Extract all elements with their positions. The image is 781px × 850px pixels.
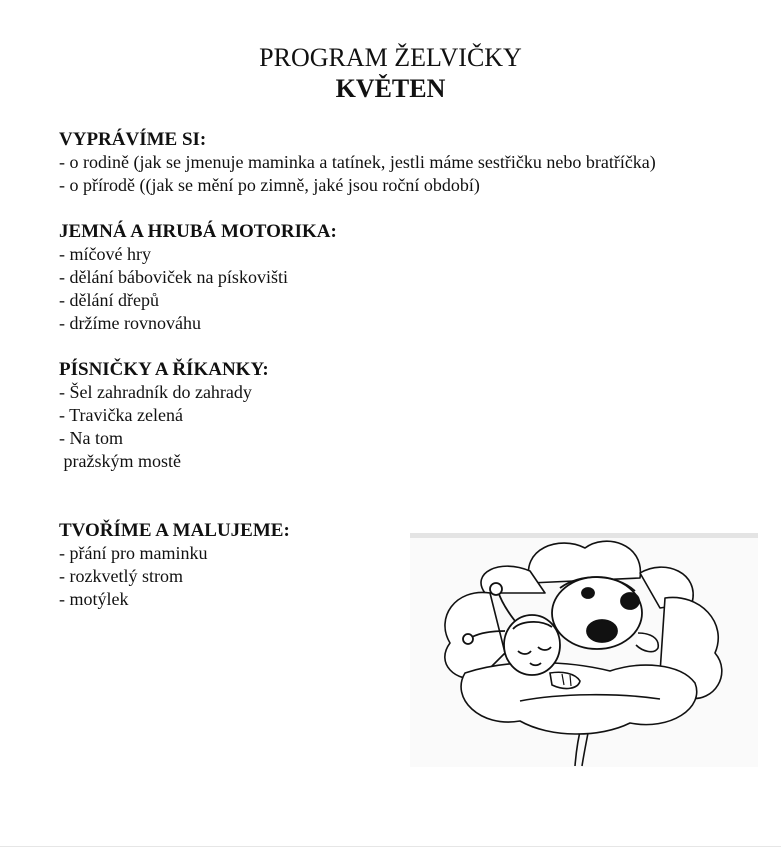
ladybug-sleeping-on-flower-icon	[410, 533, 758, 767]
list-item: - o přírodě ((jak se mění po zimně, jaké jsou roční období)	[59, 175, 480, 195]
section-heading: PÍSNIČKY A ŘÍKANKY:	[59, 359, 269, 380]
list-item: - dělání dřepů	[59, 290, 159, 310]
list-item: - Na tom	[59, 428, 123, 448]
list-item: - Šel zahradník do zahrady	[59, 382, 252, 402]
section-heading: VYPRÁVÍME SI:	[59, 129, 207, 150]
list-item: - držíme rovnováhu	[59, 313, 201, 333]
page-subtitle-month: KVĚTEN	[335, 74, 446, 103]
list-item: - Travička zelená	[59, 405, 183, 425]
list-item: pražským mostě	[59, 451, 181, 471]
list-item: - rozkvetlý strom	[59, 566, 183, 586]
page-bottom-divider	[0, 846, 781, 847]
list-item: - o rodině (jak se jmenuje maminka a tatínek, jestli máme sestřičku nebo bratříčka)	[59, 152, 656, 172]
section-heading: JEMNÁ A HRUBÁ MOTORIKA:	[59, 221, 337, 242]
section-heading: TVOŘÍME A MALUJEME:	[59, 520, 290, 541]
list-item: - přání pro maminku	[59, 543, 208, 563]
list-item: - dělání báboviček na pískovišti	[59, 267, 288, 287]
list-item: - míčové hry	[59, 244, 151, 264]
section-motor-skills	[59, 220, 337, 335]
section-storytelling	[59, 128, 656, 197]
section-songs-rhymes	[59, 358, 269, 473]
list-item: - motýlek	[59, 589, 129, 609]
page-title: PROGRAM ŽELVIČKY	[259, 43, 522, 72]
section-crafts-painting	[59, 519, 290, 611]
